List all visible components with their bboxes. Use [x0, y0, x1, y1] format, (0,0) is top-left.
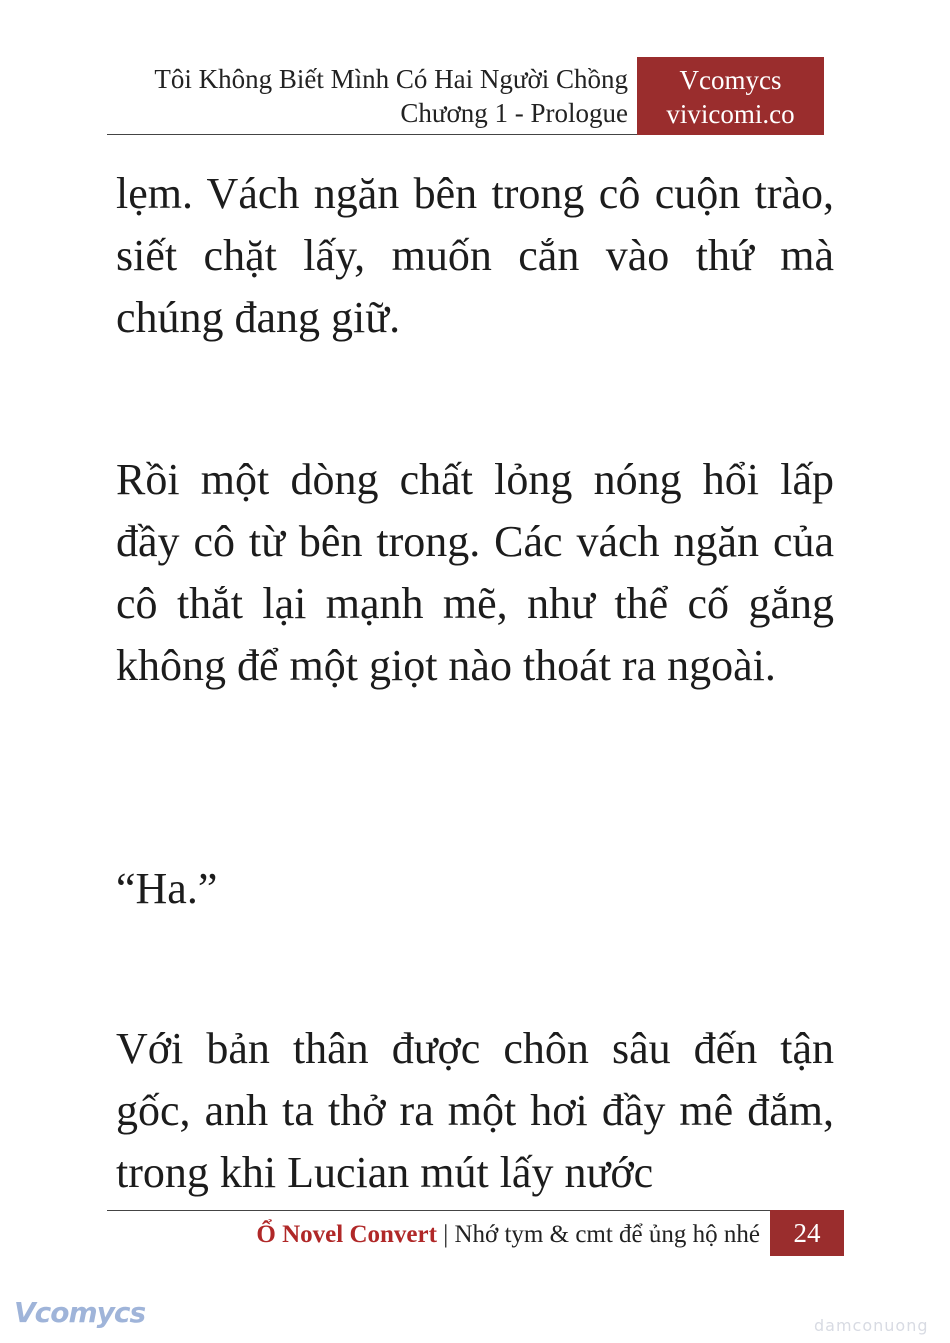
footer-separator: |: [443, 1221, 449, 1248]
footer-divider: [107, 1210, 770, 1211]
paragraph-2: Rồi một dòng chất lỏng nóng hổi lấp đầy cô từ bên trong. Các vách ngăn của cô thắt lại mạnh mẽ, như thể cố gắng không để một giọt nào thoát ra ngoài.: [116, 455, 834, 690]
vcomycs-logo: Vcomycs: [14, 1296, 146, 1329]
page-footer: [256, 1218, 760, 1252]
site-url: vivicomi.co: [666, 99, 795, 129]
watermark: damconuong: [814, 1316, 929, 1335]
paragraph-3: “Ha.”: [116, 864, 218, 913]
paragraph-4: Với bản thân được chôn sâu đến tận gốc, anh ta thở ra một hơi đầy mê đắm, trong khi Lucian mút lấy nước: [116, 1024, 834, 1197]
site-badge: [637, 57, 824, 135]
footer-brand: Ổ Novel Convert: [256, 1221, 437, 1248]
header-divider: [107, 134, 637, 135]
footer-message: Nhớ tym & cmt để ủng hộ nhé: [454, 1221, 760, 1248]
site-name: Vcomycs: [679, 65, 782, 95]
header-titles: [154, 62, 628, 130]
paragraph-1: lẹm. Vách ngăn bên trong cô cuộn trào, siết chặt lấy, muốn cắn vào thứ mà chúng đang giữ.: [116, 169, 834, 342]
chapter-title: Chương 1 - Prologue: [400, 98, 628, 128]
book-title: Tôi Không Biết Mình Có Hai Người Chồng: [154, 64, 628, 94]
page-number: 24: [770, 1210, 844, 1256]
